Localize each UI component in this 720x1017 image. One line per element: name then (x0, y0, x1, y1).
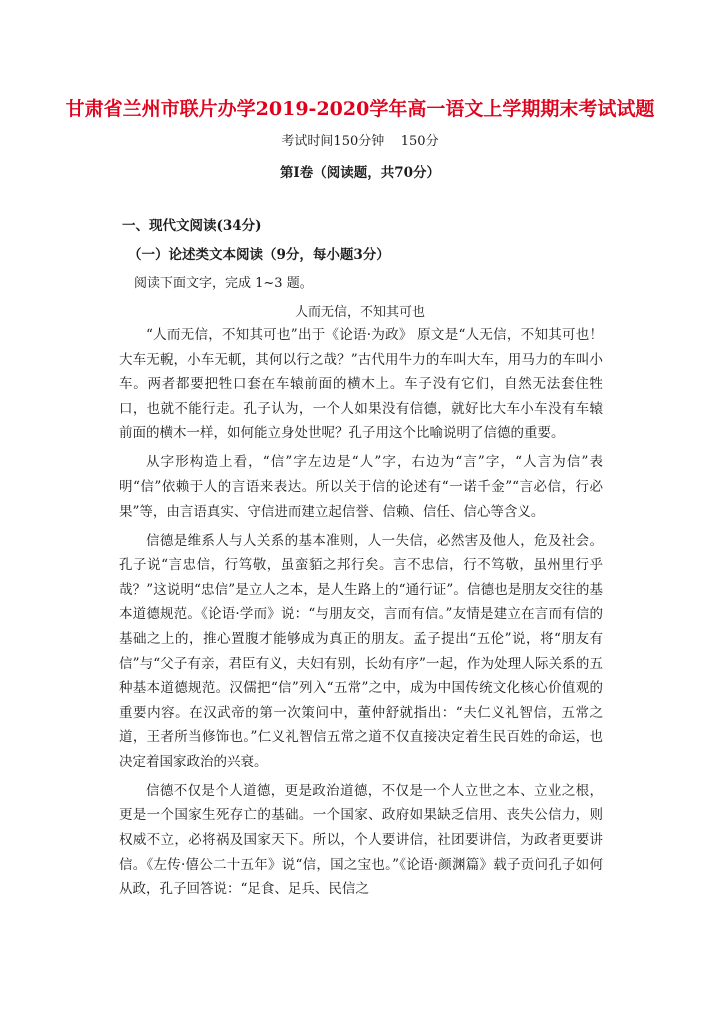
exam-time-info: 考试时间150分钟 150分 (281, 134, 439, 149)
paragraph: 信德不仅是个人道德，更是政治道德，不仅是一个人立世之本、立业之根，更是一个国家生死存亡的基础。一个国家、政府如果缺乏信用、丧失公信力，则权威不立，必将祸及国家天下。所以，个人要讲信，社团要讲信，为政者更要讲信。《左传·僖公二十五年》说“信，国之宝也。”《论语·颜渊篇》载子贡问孔子如何从政，孔子回答说：“足食、足兵、民信之 (119, 782, 603, 898)
section-heading: 一、现代文阅读(34分) (122, 218, 262, 234)
subsection-heading: （一）论述类文本阅读（9分，每小题3分） (128, 247, 390, 263)
paragraph: 信德是维系人与人关系的基本准则，人一失信，必然害及他人，危及社会。孔子说“言忠信，行笃敬，虽蛮貊之邦行矣。言不忠信，行不笃敬，虽州里行乎哉？”这说明“忠信”是立人之本，是人生路上的“通行证”。信德也是朋友交往的基本道德规范。《论语·学而》说：“与朋友交，言而有信。”友情是建立在言而有信的基础之上的，推心置腹才能够成为真正的朋友。孟子提出“五伦”说，将“朋友有信”与“父子有亲，君臣有义，夫妇有别，长幼有序”一起，作为处理人际关系的五种基本道德规范。汉儒把“信”列入“五常”之中，成为中国传统文化核心价值观的重要内容。在汉武帝的第一次策问中，董仲舒就指出：“夫仁义礼智信，五常之道，王者所当修饰也。”仁义礼智信五常之道不仅直接决定着生民百姓的命运，也决定着国家政治的兴衰。 (119, 532, 603, 770)
paragraph: 从字形构造上看，“信”字左边是“人”字，右边为“言”字，“人言为信”表明“信”依赖于人的言语来表达。所以关于信的论述有“一诺千金”“言必信，行必果”等，由言语真实、守信进而建立起信誉、信赖、信任、信心等含义。 (119, 454, 603, 520)
document-title: 甘肃省兰州市联片办学2019-2020学年高一语文上学期期末考试试题 (65, 98, 655, 120)
reading-instruction: 阅读下面文字，完成 1~3 题。 (134, 276, 313, 291)
article-title: 人而无信，不知其可也 (294, 305, 425, 320)
volume-heading: 第Ⅰ卷（阅读题，共70分） (279, 165, 441, 181)
article-body (119, 323, 603, 902)
paragraph: “人而无信，不知其可也”出于《论语·为政》 原文是“人无信，不知其可也！大车无輗，小车无軏，其何以行之哉？”古代用牛力的车叫大车，用马力的车叫小车。两者都要把牲口套在车辕前面的横木上。车子没有它们，自然无法套住牲口，也就不能行走。孔子认为，一个人如果没有信德，就好比大车小车没有车辕前面的横木一样，如何能立身处世呢？孔子用这个比喻说明了信德的重要。 (119, 327, 603, 442)
